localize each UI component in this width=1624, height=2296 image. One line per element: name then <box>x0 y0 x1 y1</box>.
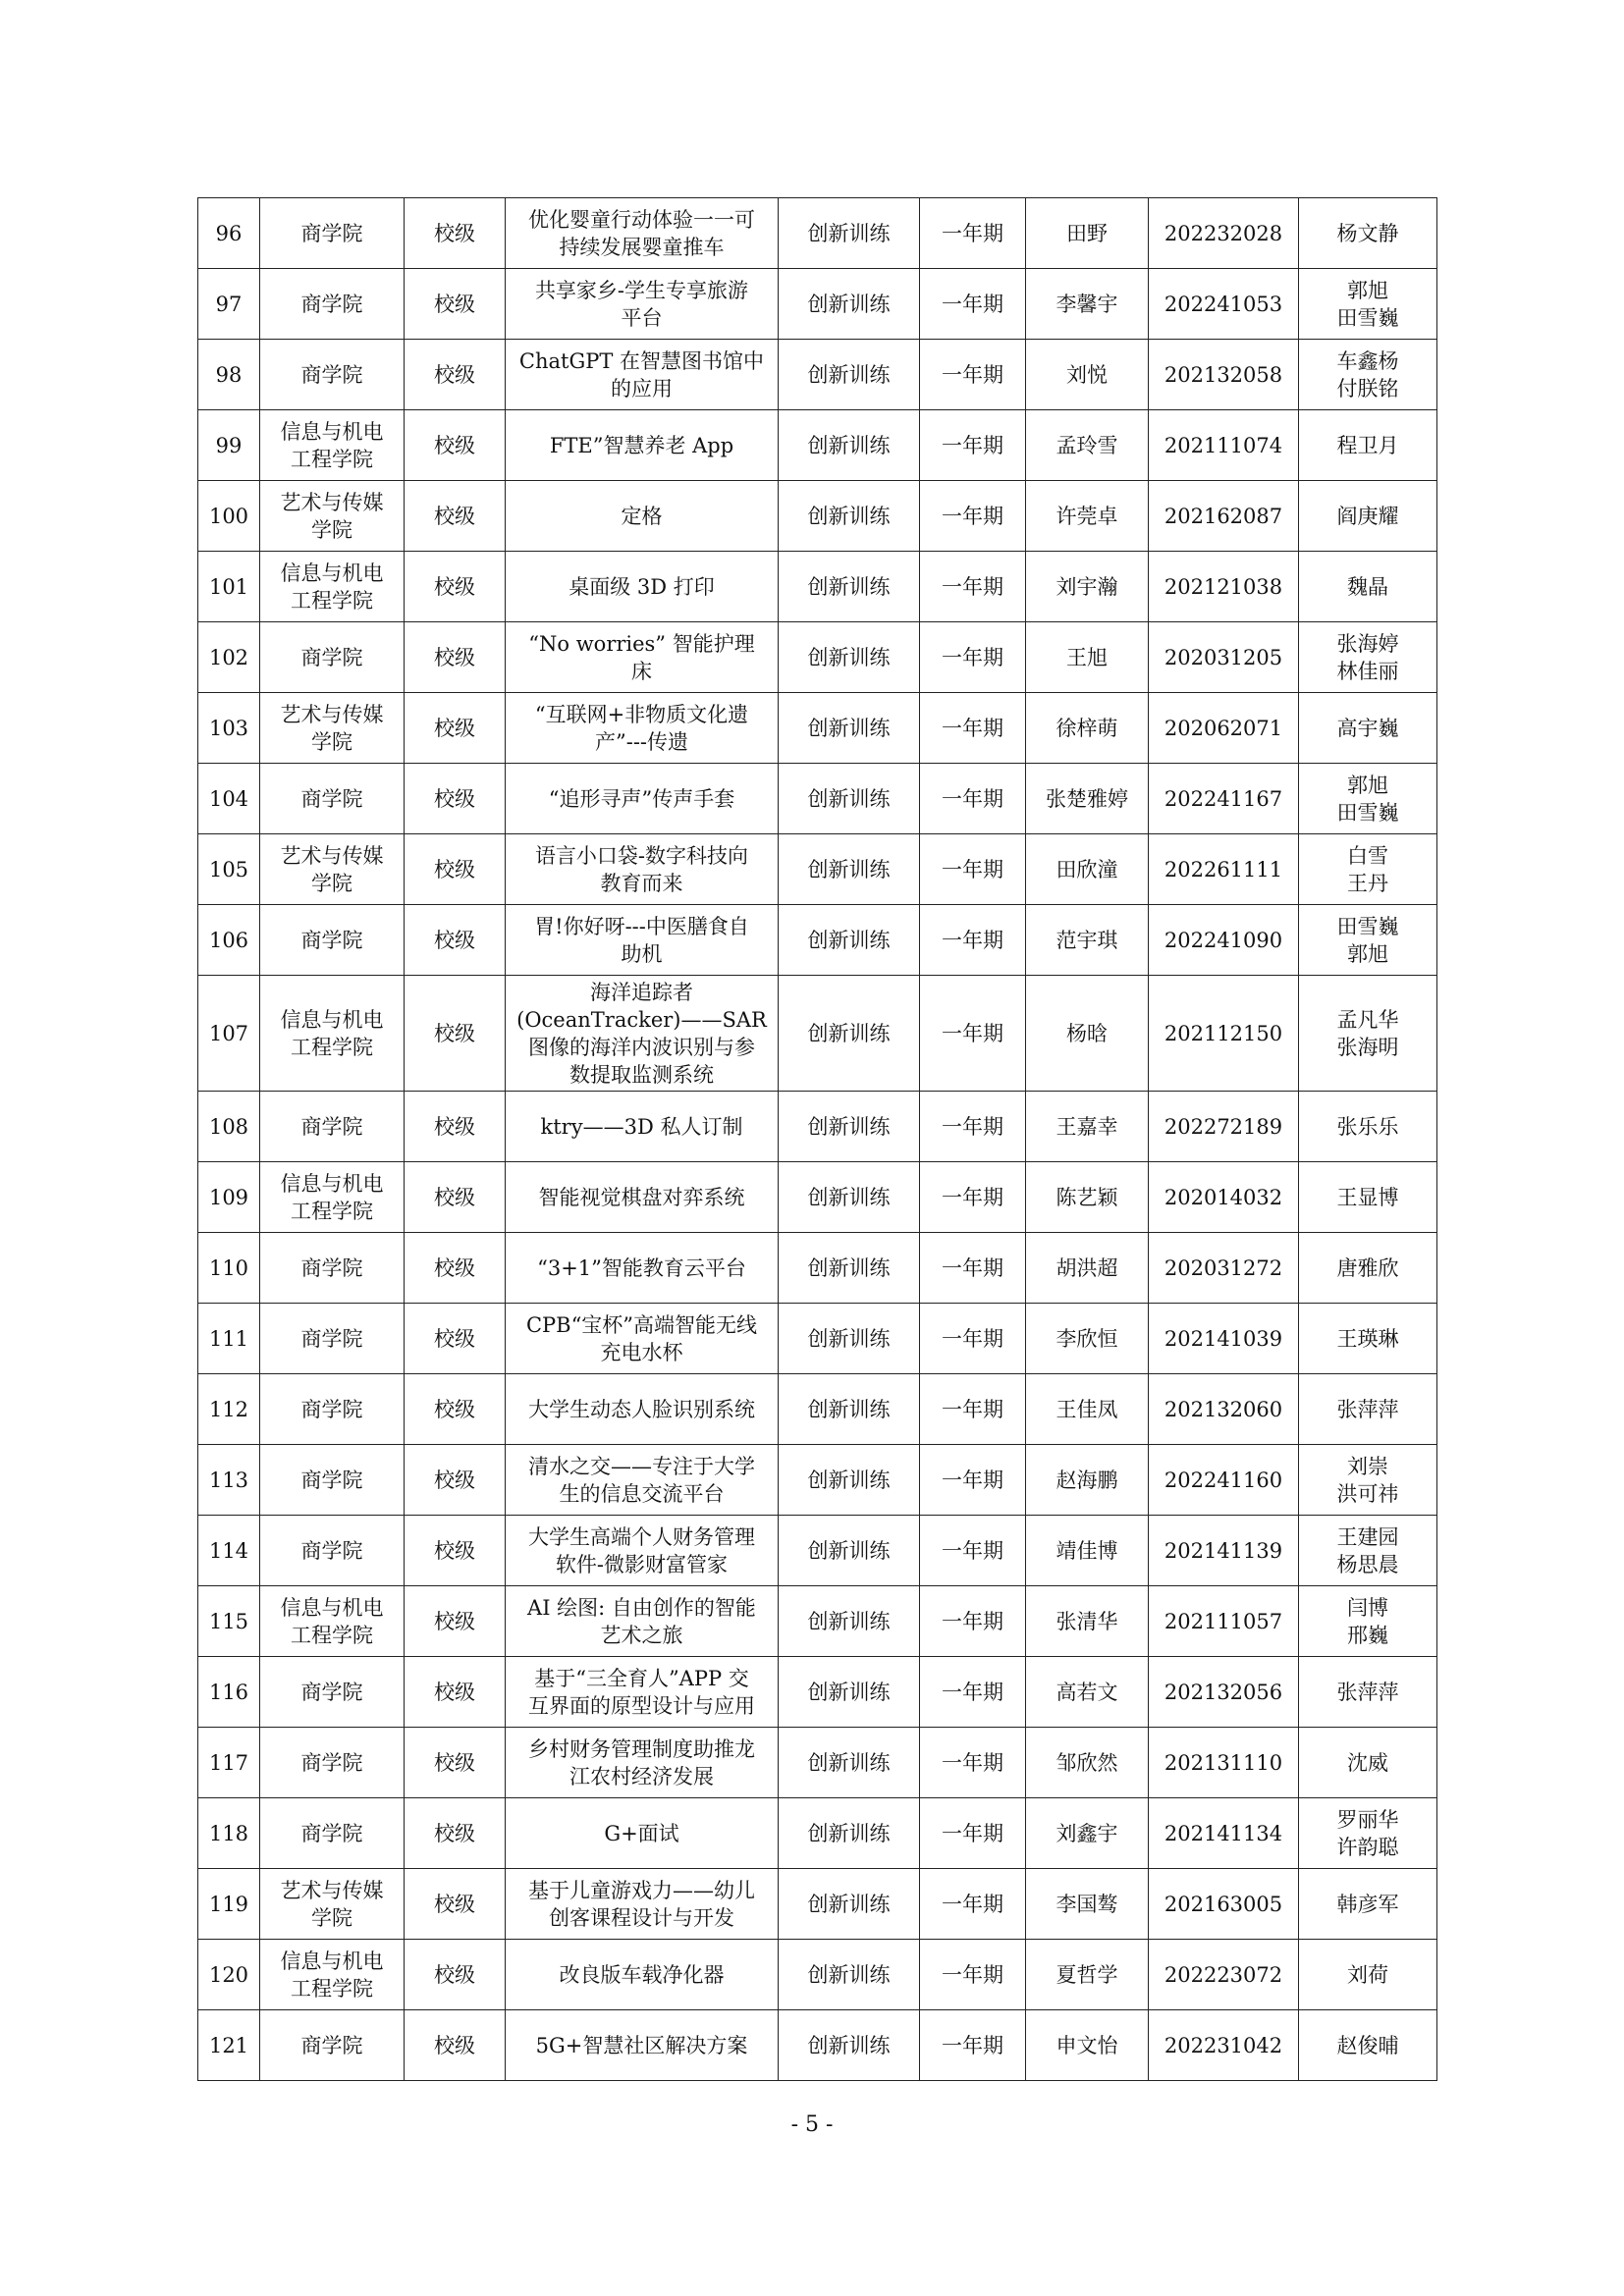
period-cell: 一年期 <box>920 693 1026 764</box>
project-name-cell: G+面试 <box>506 1798 779 1869</box>
student-id-cell: 202272189 <box>1149 1092 1299 1162</box>
level-cell: 校级 <box>405 269 506 340</box>
period-cell: 一年期 <box>920 1092 1026 1162</box>
project-name-cell: ChatGPT 在智慧图书馆中 的应用 <box>506 340 779 410</box>
project-type-cell: 创新训练 <box>779 481 920 552</box>
advisor-cell: 刘荷 <box>1299 1940 1437 2010</box>
table-row <box>198 1516 1437 1586</box>
project-type-cell: 创新训练 <box>779 1586 920 1657</box>
college-cell: 商学院 <box>260 1657 405 1728</box>
table-row <box>198 1728 1437 1798</box>
level-cell: 校级 <box>405 1516 506 1586</box>
advisor-cell: 程卫月 <box>1299 410 1437 481</box>
advisor-cell: 王建园 杨思晨 <box>1299 1516 1437 1586</box>
row-number-cell: 106 <box>198 905 260 976</box>
advisor-cell: 王显博 <box>1299 1162 1437 1233</box>
level-cell: 校级 <box>405 693 506 764</box>
level-cell: 校级 <box>405 198 506 269</box>
period-cell: 一年期 <box>920 1728 1026 1798</box>
row-number-cell: 103 <box>198 693 260 764</box>
level-cell: 校级 <box>405 340 506 410</box>
student-id-cell: 202112150 <box>1149 976 1299 1092</box>
advisor-cell: 刘崇 洪可祎 <box>1299 1445 1437 1516</box>
student-id-cell: 202162087 <box>1149 481 1299 552</box>
row-number-cell: 96 <box>198 198 260 269</box>
row-number-cell: 99 <box>198 410 260 481</box>
project-type-cell: 创新训练 <box>779 1869 920 1940</box>
college-cell: 商学院 <box>260 1092 405 1162</box>
student-id-cell: 202111057 <box>1149 1586 1299 1657</box>
project-type-cell: 创新训练 <box>779 1516 920 1586</box>
leader-name-cell: 张清华 <box>1026 1586 1149 1657</box>
advisor-cell: 罗丽华 许韵聪 <box>1299 1798 1437 1869</box>
advisor-cell: 沈威 <box>1299 1728 1437 1798</box>
table-row <box>198 2010 1437 2081</box>
project-name-cell: 清水之交——专注于大学 生的信息交流平台 <box>506 1445 779 1516</box>
project-name-cell: CPB“宝杯”高端智能无线 充电水杯 <box>506 1304 779 1374</box>
period-cell: 一年期 <box>920 1940 1026 2010</box>
leader-name-cell: 杨晗 <box>1026 976 1149 1092</box>
student-id-cell: 202014032 <box>1149 1162 1299 1233</box>
period-cell: 一年期 <box>920 1516 1026 1586</box>
table-row <box>198 1092 1437 1162</box>
leader-name-cell: 靖佳博 <box>1026 1516 1149 1586</box>
college-cell: 商学院 <box>260 340 405 410</box>
project-name-cell: 定格 <box>506 481 779 552</box>
college-cell: 商学院 <box>260 1374 405 1445</box>
college-cell: 信息与机电 工程学院 <box>260 1586 405 1657</box>
college-cell: 商学院 <box>260 1728 405 1798</box>
leader-name-cell: 刘宇瀚 <box>1026 552 1149 622</box>
table-row <box>198 1162 1437 1233</box>
college-cell: 商学院 <box>260 1304 405 1374</box>
table-row <box>198 622 1437 693</box>
level-cell: 校级 <box>405 410 506 481</box>
project-name-cell: “追形寻声”传声手套 <box>506 764 779 834</box>
advisor-cell: 高宇巍 <box>1299 693 1437 764</box>
college-cell: 商学院 <box>260 764 405 834</box>
period-cell: 一年期 <box>920 340 1026 410</box>
college-cell: 商学院 <box>260 198 405 269</box>
advisor-cell: 魏晶 <box>1299 552 1437 622</box>
period-cell: 一年期 <box>920 198 1026 269</box>
student-id-cell: 202121038 <box>1149 552 1299 622</box>
project-name-cell: 胃!你好呀---中医膳食自 助机 <box>506 905 779 976</box>
period-cell: 一年期 <box>920 1304 1026 1374</box>
student-id-cell: 202132060 <box>1149 1374 1299 1445</box>
leader-name-cell: 李欣恒 <box>1026 1304 1149 1374</box>
period-cell: 一年期 <box>920 834 1026 905</box>
project-type-cell: 创新训练 <box>779 1374 920 1445</box>
table-row <box>198 340 1437 410</box>
advisor-cell: 孟凡华 张海明 <box>1299 976 1437 1092</box>
level-cell: 校级 <box>405 2010 506 2081</box>
row-number-cell: 112 <box>198 1374 260 1445</box>
row-number-cell: 101 <box>198 552 260 622</box>
period-cell: 一年期 <box>920 976 1026 1092</box>
project-type-cell: 创新训练 <box>779 1445 920 1516</box>
college-cell: 商学院 <box>260 269 405 340</box>
student-id-cell: 202241167 <box>1149 764 1299 834</box>
advisor-cell: 杨文静 <box>1299 198 1437 269</box>
project-type-cell: 创新训练 <box>779 622 920 693</box>
row-number-cell: 111 <box>198 1304 260 1374</box>
row-number-cell: 104 <box>198 764 260 834</box>
project-type-cell: 创新训练 <box>779 2010 920 2081</box>
student-id-cell: 202141039 <box>1149 1304 1299 1374</box>
table-row <box>198 410 1437 481</box>
leader-name-cell: 邹欣然 <box>1026 1728 1149 1798</box>
row-number-cell: 118 <box>198 1798 260 1869</box>
leader-name-cell: 孟玲雪 <box>1026 410 1149 481</box>
advisor-cell: 田雪巍 郭旭 <box>1299 905 1437 976</box>
project-type-cell: 创新训练 <box>779 905 920 976</box>
period-cell: 一年期 <box>920 1374 1026 1445</box>
level-cell: 校级 <box>405 764 506 834</box>
student-id-cell: 202223072 <box>1149 1940 1299 2010</box>
period-cell: 一年期 <box>920 1657 1026 1728</box>
advisor-cell: 郭旭 田雪巍 <box>1299 764 1437 834</box>
period-cell: 一年期 <box>920 1586 1026 1657</box>
level-cell: 校级 <box>405 1233 506 1304</box>
table-row <box>198 552 1437 622</box>
table-row <box>198 1374 1437 1445</box>
project-table <box>197 197 1437 2081</box>
level-cell: 校级 <box>405 481 506 552</box>
college-cell: 艺术与传媒 学院 <box>260 1869 405 1940</box>
level-cell: 校级 <box>405 1374 506 1445</box>
college-cell: 商学院 <box>260 1516 405 1586</box>
level-cell: 校级 <box>405 1940 506 2010</box>
level-cell: 校级 <box>405 1092 506 1162</box>
student-id-cell: 202241053 <box>1149 269 1299 340</box>
student-id-cell: 202031205 <box>1149 622 1299 693</box>
project-name-cell: 智能视觉棋盘对弈系统 <box>506 1162 779 1233</box>
project-type-cell: 创新训练 <box>779 1728 920 1798</box>
leader-name-cell: 夏哲学 <box>1026 1940 1149 2010</box>
leader-name-cell: 张楚雅婷 <box>1026 764 1149 834</box>
student-id-cell: 202031272 <box>1149 1233 1299 1304</box>
advisor-cell: 张萍萍 <box>1299 1374 1437 1445</box>
student-id-cell: 202141139 <box>1149 1516 1299 1586</box>
project-name-cell: 大学生高端个人财务管理 软件-微影财富管家 <box>506 1516 779 1586</box>
table-row <box>198 481 1437 552</box>
period-cell: 一年期 <box>920 1162 1026 1233</box>
advisor-cell: 唐雅欣 <box>1299 1233 1437 1304</box>
leader-name-cell: 田野 <box>1026 198 1149 269</box>
project-type-cell: 创新训练 <box>779 1233 920 1304</box>
college-cell: 艺术与传媒 学院 <box>260 834 405 905</box>
college-cell: 商学院 <box>260 622 405 693</box>
project-type-cell: 创新训练 <box>779 1162 920 1233</box>
project-name-cell: “互联网+非物质文化遗 产”---传遗 <box>506 693 779 764</box>
project-name-cell: ktry——3D 私人订制 <box>506 1092 779 1162</box>
table-row <box>198 1304 1437 1374</box>
leader-name-cell: 刘悦 <box>1026 340 1149 410</box>
college-cell: 信息与机电 工程学院 <box>260 552 405 622</box>
project-type-cell: 创新训练 <box>779 198 920 269</box>
advisor-cell: 张乐乐 <box>1299 1092 1437 1162</box>
leader-name-cell: 王旭 <box>1026 622 1149 693</box>
project-type-cell: 创新训练 <box>779 269 920 340</box>
advisor-cell: 白雪 王丹 <box>1299 834 1437 905</box>
project-name-cell: FTE”智慧养老 App <box>506 410 779 481</box>
table-row <box>198 1233 1437 1304</box>
project-name-cell: 5G+智慧社区解决方案 <box>506 2010 779 2081</box>
project-name-cell: 大学生动态人脸识别系统 <box>506 1374 779 1445</box>
row-number-cell: 107 <box>198 976 260 1092</box>
period-cell: 一年期 <box>920 905 1026 976</box>
project-name-cell: 改良版车载净化器 <box>506 1940 779 2010</box>
period-cell: 一年期 <box>920 764 1026 834</box>
project-type-cell: 创新训练 <box>779 764 920 834</box>
row-number-cell: 110 <box>198 1233 260 1304</box>
period-cell: 一年期 <box>920 1233 1026 1304</box>
student-id-cell: 202132058 <box>1149 340 1299 410</box>
row-number-cell: 97 <box>198 269 260 340</box>
college-cell: 信息与机电 工程学院 <box>260 976 405 1092</box>
table-row <box>198 905 1437 976</box>
leader-name-cell: 高若文 <box>1026 1657 1149 1728</box>
level-cell: 校级 <box>405 1162 506 1233</box>
period-cell: 一年期 <box>920 1445 1026 1516</box>
project-name-cell: 共享家乡-学生专享旅游 平台 <box>506 269 779 340</box>
student-id-cell: 202232028 <box>1149 198 1299 269</box>
advisor-cell: 阎庚耀 <box>1299 481 1437 552</box>
project-type-cell: 创新训练 <box>779 834 920 905</box>
student-id-cell: 202132056 <box>1149 1657 1299 1728</box>
project-name-cell: 海洋追踪者 (OceanTracker)——SAR 图像的海洋内波识别与参 数提取监测系统 <box>506 976 779 1092</box>
period-cell: 一年期 <box>920 481 1026 552</box>
row-number-cell: 116 <box>198 1657 260 1728</box>
project-name-cell: “3+1”智能教育云平台 <box>506 1233 779 1304</box>
row-number-cell: 117 <box>198 1728 260 1798</box>
student-id-cell: 202141134 <box>1149 1798 1299 1869</box>
row-number-cell: 120 <box>198 1940 260 2010</box>
college-cell: 信息与机电 工程学院 <box>260 1162 405 1233</box>
leader-name-cell: 胡洪超 <box>1026 1233 1149 1304</box>
advisor-cell: 郭旭 田雪巍 <box>1299 269 1437 340</box>
row-number-cell: 114 <box>198 1516 260 1586</box>
leader-name-cell: 申文怡 <box>1026 2010 1149 2081</box>
advisor-cell: 闫博 邢巍 <box>1299 1586 1437 1657</box>
row-number-cell: 119 <box>198 1869 260 1940</box>
advisor-cell: 韩彦军 <box>1299 1869 1437 1940</box>
student-id-cell: 202131110 <box>1149 1728 1299 1798</box>
project-type-cell: 创新训练 <box>779 1798 920 1869</box>
advisor-cell: 张海婷 林佳丽 <box>1299 622 1437 693</box>
college-cell: 商学院 <box>260 2010 405 2081</box>
period-cell: 一年期 <box>920 2010 1026 2081</box>
table-row <box>198 198 1437 269</box>
row-number-cell: 115 <box>198 1586 260 1657</box>
row-number-cell: 121 <box>198 2010 260 2081</box>
leader-name-cell: 许莞卓 <box>1026 481 1149 552</box>
period-cell: 一年期 <box>920 269 1026 340</box>
project-name-cell: 桌面级 3D 打印 <box>506 552 779 622</box>
student-id-cell: 202231042 <box>1149 2010 1299 2081</box>
table-row <box>198 834 1437 905</box>
student-id-cell: 202111074 <box>1149 410 1299 481</box>
project-type-cell: 创新训练 <box>779 1304 920 1374</box>
college-cell: 商学院 <box>260 1798 405 1869</box>
period-cell: 一年期 <box>920 1798 1026 1869</box>
leader-name-cell: 赵海鹏 <box>1026 1445 1149 1516</box>
row-number-cell: 108 <box>198 1092 260 1162</box>
row-number-cell: 98 <box>198 340 260 410</box>
row-number-cell: 100 <box>198 481 260 552</box>
student-id-cell: 202261111 <box>1149 834 1299 905</box>
period-cell: 一年期 <box>920 552 1026 622</box>
level-cell: 校级 <box>405 1586 506 1657</box>
project-type-cell: 创新训练 <box>779 552 920 622</box>
level-cell: 校级 <box>405 1657 506 1728</box>
table-row <box>198 1869 1437 1940</box>
page-number: - 5 - <box>790 2112 834 2137</box>
college-cell: 商学院 <box>260 1445 405 1516</box>
level-cell: 校级 <box>405 622 506 693</box>
level-cell: 校级 <box>405 1728 506 1798</box>
row-number-cell: 105 <box>198 834 260 905</box>
leader-name-cell: 李国骜 <box>1026 1869 1149 1940</box>
advisor-cell: 赵俊晡 <box>1299 2010 1437 2081</box>
project-name-cell: AI 绘图: 自由创作的智能 艺术之旅 <box>506 1586 779 1657</box>
table-row <box>198 1445 1437 1516</box>
student-id-cell: 202241160 <box>1149 1445 1299 1516</box>
row-number-cell: 102 <box>198 622 260 693</box>
level-cell: 校级 <box>405 1869 506 1940</box>
leader-name-cell: 刘鑫宇 <box>1026 1798 1149 1869</box>
leader-name-cell: 李馨宇 <box>1026 269 1149 340</box>
project-type-cell: 创新训练 <box>779 340 920 410</box>
project-name-cell: 基于“三全育人”APP 交 互界面的原型设计与应用 <box>506 1657 779 1728</box>
level-cell: 校级 <box>405 1304 506 1374</box>
level-cell: 校级 <box>405 1445 506 1516</box>
leader-name-cell: 田欣潼 <box>1026 834 1149 905</box>
table-row <box>198 693 1437 764</box>
project-type-cell: 创新训练 <box>779 1940 920 2010</box>
table-row <box>198 764 1437 834</box>
table-row <box>198 269 1437 340</box>
leader-name-cell: 范宇琪 <box>1026 905 1149 976</box>
college-cell: 艺术与传媒 学院 <box>260 693 405 764</box>
table-row <box>198 1657 1437 1728</box>
advisor-cell: 车鑫杨 付朕铭 <box>1299 340 1437 410</box>
level-cell: 校级 <box>405 834 506 905</box>
project-type-cell: 创新训练 <box>779 976 920 1092</box>
project-name-cell: 基于儿童游戏力——幼儿 创客课程设计与开发 <box>506 1869 779 1940</box>
period-cell: 一年期 <box>920 622 1026 693</box>
row-number-cell: 113 <box>198 1445 260 1516</box>
advisor-cell: 张萍萍 <box>1299 1657 1437 1728</box>
period-cell: 一年期 <box>920 1869 1026 1940</box>
leader-name-cell: 徐梓萌 <box>1026 693 1149 764</box>
row-number-cell: 109 <box>198 1162 260 1233</box>
project-type-cell: 创新训练 <box>779 1092 920 1162</box>
college-cell: 商学院 <box>260 1233 405 1304</box>
college-cell: 商学院 <box>260 905 405 976</box>
college-cell: 信息与机电 工程学院 <box>260 410 405 481</box>
period-cell: 一年期 <box>920 410 1026 481</box>
level-cell: 校级 <box>405 976 506 1092</box>
project-name-cell: 语言小口袋-数字科技向 教育而来 <box>506 834 779 905</box>
table-row <box>198 1586 1437 1657</box>
project-name-cell: 优化婴童行动体验一一可 持续发展婴童推车 <box>506 198 779 269</box>
student-id-cell: 202241090 <box>1149 905 1299 976</box>
college-cell: 信息与机电 工程学院 <box>260 1940 405 2010</box>
level-cell: 校级 <box>405 905 506 976</box>
student-id-cell: 202163005 <box>1149 1869 1299 1940</box>
leader-name-cell: 陈艺颖 <box>1026 1162 1149 1233</box>
project-name-cell: “No worries” 智能护理 床 <box>506 622 779 693</box>
level-cell: 校级 <box>405 552 506 622</box>
project-name-cell: 乡村财务管理制度助推龙 江农村经济发展 <box>506 1728 779 1798</box>
student-id-cell: 202062071 <box>1149 693 1299 764</box>
project-type-cell: 创新训练 <box>779 410 920 481</box>
project-type-cell: 创新训练 <box>779 693 920 764</box>
table-row <box>198 1798 1437 1869</box>
table-row <box>198 976 1437 1092</box>
leader-name-cell: 王佳凤 <box>1026 1374 1149 1445</box>
college-cell: 艺术与传媒 学院 <box>260 481 405 552</box>
project-type-cell: 创新训练 <box>779 1657 920 1728</box>
table-row <box>198 1940 1437 2010</box>
advisor-cell: 王瑛琳 <box>1299 1304 1437 1374</box>
level-cell: 校级 <box>405 1798 506 1869</box>
leader-name-cell: 王嘉幸 <box>1026 1092 1149 1162</box>
